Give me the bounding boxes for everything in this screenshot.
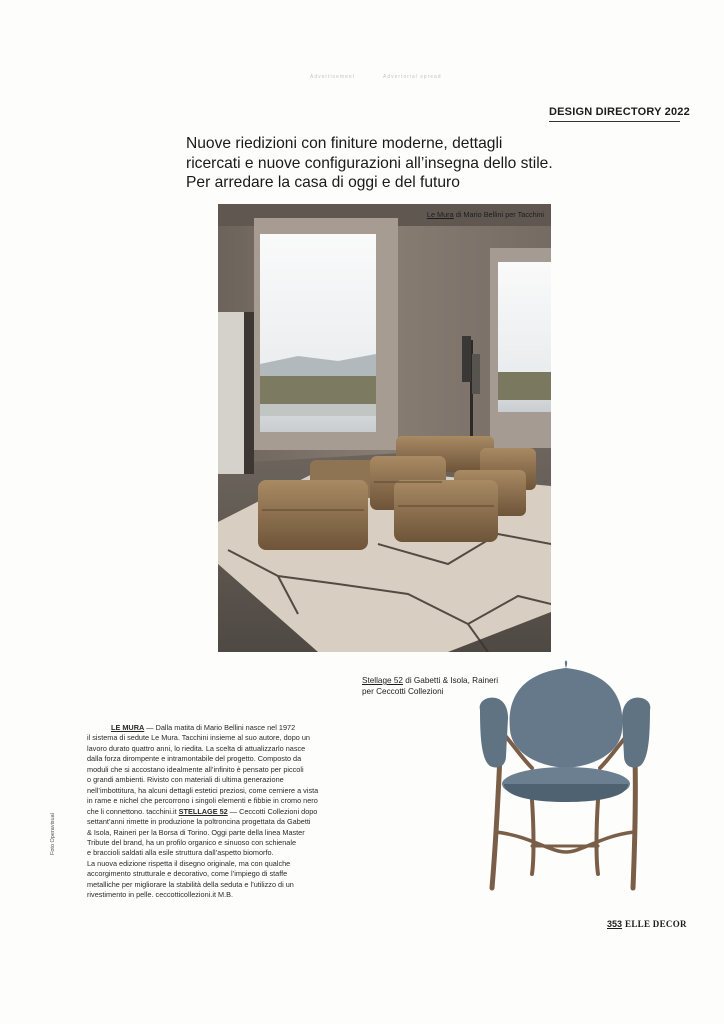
keyword-stellage-52: STELLAGE 52 [178, 806, 228, 816]
body-line: La nuova edizione rispetta il disegno originale, ma con qualche [87, 858, 291, 868]
headline-line-3: Per arredare la casa di oggi e del futuro [186, 174, 460, 191]
section-rule [549, 121, 680, 122]
headline-line-2: ricercati e nuove configurazioni all’insegna dello stile. [186, 154, 553, 172]
living-room-illustration [218, 204, 551, 652]
body-line: il sistema di sedute Le Mura. Tacchini insieme al suo autore, dopo un [87, 733, 310, 743]
body-line: o grandi ambienti. Rivisto con materiali di ultima generazione [87, 775, 284, 785]
chair-right-armpad [622, 698, 650, 768]
body-line: — Dalla matita di Mario Bellini nasce nel 1972 [144, 723, 296, 732]
body-line: lavoro durato quattro anni, lo riedita. La scelta di attualizzarlo nasce [87, 743, 306, 753]
body-line: che li connettono. tacchini.it [87, 806, 179, 816]
desert-scrub [260, 376, 376, 404]
right-window-scrub [498, 372, 551, 400]
section-label: DESIGN DIRECTORY 2022 [549, 106, 690, 118]
body-line: dalla forza dirompente e intramontabile del progetto. Composto da [87, 754, 302, 764]
article-body [87, 723, 372, 901]
headline-line-1: Nuove riedizioni con finiture moderne, dettagli [186, 135, 503, 152]
chair-caption-line-2: per Ceccotti Collezioni [362, 687, 444, 696]
folio [607, 919, 687, 929]
window-sill [260, 404, 376, 416]
body-line: — Ceccotti Collezioni dopo [227, 806, 318, 816]
chair-caption-rest: di Gabetti & Isola, Raineri [402, 676, 499, 685]
body-line: e braccioli saldati alla esile struttura dall’aspetto biomorfo. [87, 848, 274, 858]
body-line: & Isola, Raineri per la Borsa di Torino. Oggi parte della linea Master [87, 827, 305, 837]
magazine-name: ELLE DECOR [625, 919, 687, 929]
floor-lamp-shade [462, 336, 471, 382]
le-mura-photo [218, 204, 551, 652]
sofa-module [258, 480, 368, 550]
photo-caption-rest: di Mario Bellini per Tacchini [453, 210, 544, 219]
faint-header-left: Advertisement [310, 74, 355, 80]
body-line: in rame e nichel che percorrono i singoli elementi e fibbie in cromo nero [87, 796, 318, 806]
body-line: metalliche per migliorare la stabilità della seduta e l’utilizzo di un [87, 879, 294, 889]
photo-caption-product: Le Mura [426, 210, 454, 219]
body-line: Tribute del brand, ha un profilo organico e sinuoso con schienale [87, 837, 297, 847]
chair-caption-product: Stellage 52 [362, 676, 403, 685]
floor-lamp-shade [472, 354, 480, 394]
headline [186, 134, 626, 193]
chair-left-armpad [480, 698, 508, 768]
body-line: moduli che si accostano idealmente all’infinito è pensato per piccoli [87, 764, 304, 774]
photo-caption [427, 210, 544, 219]
photo-credit: Foto Operavisual [50, 813, 56, 855]
keyword-le-mura: LE MURA [111, 723, 145, 732]
sofa-module [394, 480, 498, 542]
chair-backrest [510, 668, 623, 768]
body-line: rivestimento in pelle. ceccotticollezioni.it M.B. [87, 890, 233, 900]
body-line: nell’imbottitura, ha alcuni dettagli estetici preziosi, come cerniere a vista [87, 785, 319, 795]
body-line: accorgimento strutturale e decorativo, come l’impiego di staffe [87, 869, 288, 879]
chair-seat-edge [504, 784, 628, 802]
body-line: settant’anni rimette in produzione la poltroncina progettata da Gabetti [87, 817, 311, 827]
faint-header-right: Advertorial spread [383, 74, 442, 80]
stellage-52-chair-image [470, 660, 660, 896]
wall-panel [218, 312, 244, 474]
page-number: 353 [607, 919, 623, 929]
wall-panel-edge [244, 312, 254, 474]
